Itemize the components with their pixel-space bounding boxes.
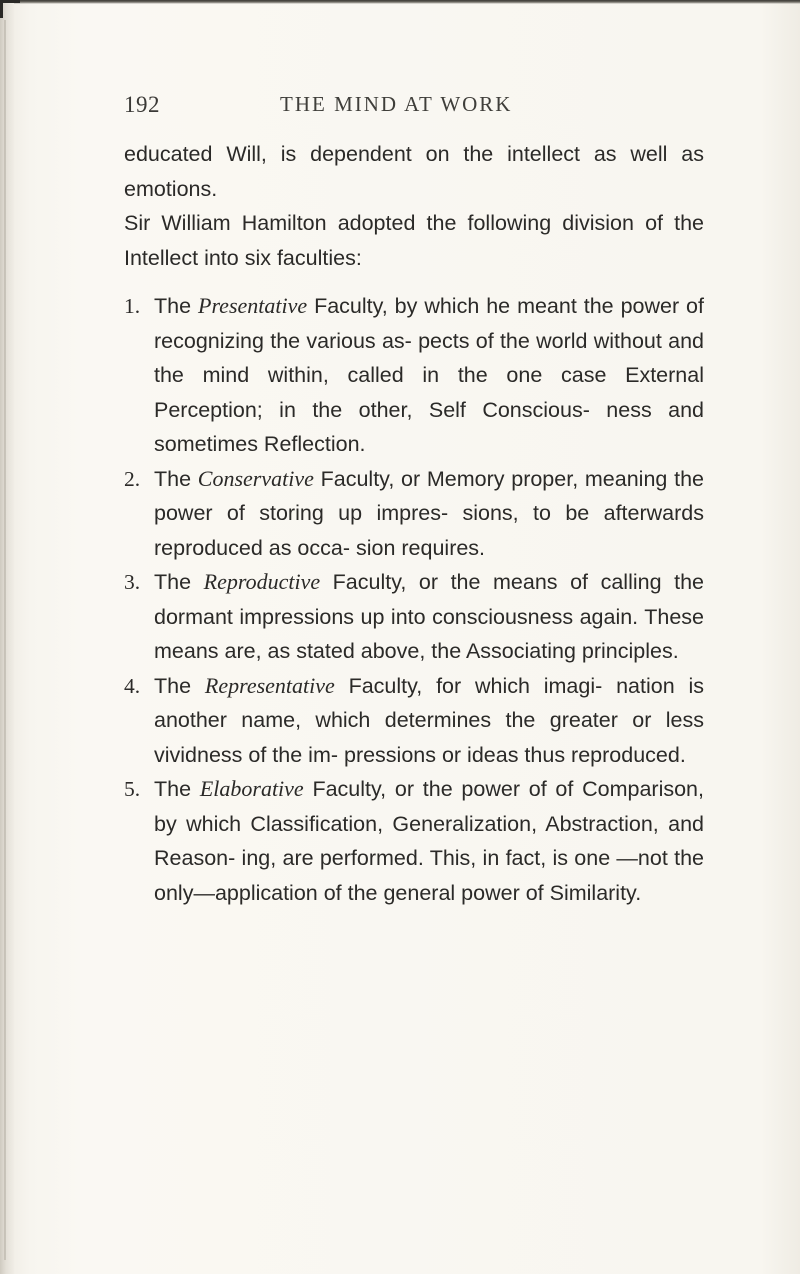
faculties-list (124, 289, 704, 910)
item-lead: The (154, 673, 192, 698)
corner-mark (0, 0, 20, 18)
top-edge-rule (14, 0, 800, 4)
running-title: THE MIND AT WORK (280, 92, 513, 116)
list-item (124, 669, 704, 773)
paragraph-intro: Sir William Hamilton adopted the following division of the Intellect into six faculties: (124, 211, 704, 270)
item-text: Faculty, for which imagi- nation is another name, which determines the greater or less vividness of the im- pressions or ideas thus reproduced. (154, 673, 704, 767)
item-term: Elaborative (199, 776, 304, 801)
item-term: Conservative (197, 465, 314, 491)
running-head (124, 92, 684, 122)
body-text (124, 137, 704, 910)
binding-edge (0, 0, 14, 1274)
list-item (124, 565, 704, 669)
item-number: 1. (124, 294, 141, 318)
item-text: Faculty, or the means of calling the dormant impressions up into consciousness again. These means are, as stated above, the Associating principles. (154, 570, 704, 663)
item-number: 3. (124, 570, 141, 594)
item-lead: The (154, 777, 192, 801)
list-item (124, 289, 704, 462)
list-item (124, 772, 704, 910)
item-lead: The (154, 294, 192, 318)
item-term: Presentative (198, 293, 308, 318)
item-text: Faculty, or Memory proper, meaning the power of storing up impres- sions, to be afterwards reproduced as occa- sion requires. (154, 466, 704, 560)
item-term: Representative (204, 672, 335, 698)
item-lead: The (154, 466, 192, 491)
paragraph-continuation: educated Will, is dependent on the intellect as well as emotions. (124, 142, 704, 201)
binding-line (4, 20, 6, 1260)
page-number: 192 (124, 92, 160, 117)
item-lead: The (154, 570, 192, 594)
item-number: 4. (124, 673, 141, 698)
item-text: Faculty, by which he meant the power of recognizing the various as- pects of the world without and the mind within, called in the one case External Perception; in the other, Self Conscious- ness and sometimes Reflection. (154, 294, 704, 456)
item-number: 5. (124, 777, 141, 801)
list-item (124, 462, 704, 566)
item-number: 2. (124, 466, 141, 491)
item-text: Faculty, or the power of of Comparison, by which Classification, Generalization, Abstraction, and Reason- ing, are performed. This, in fact, is one —not the only—application of the general power of Similarity. (154, 777, 704, 905)
item-term: Reproductive (203, 569, 321, 594)
